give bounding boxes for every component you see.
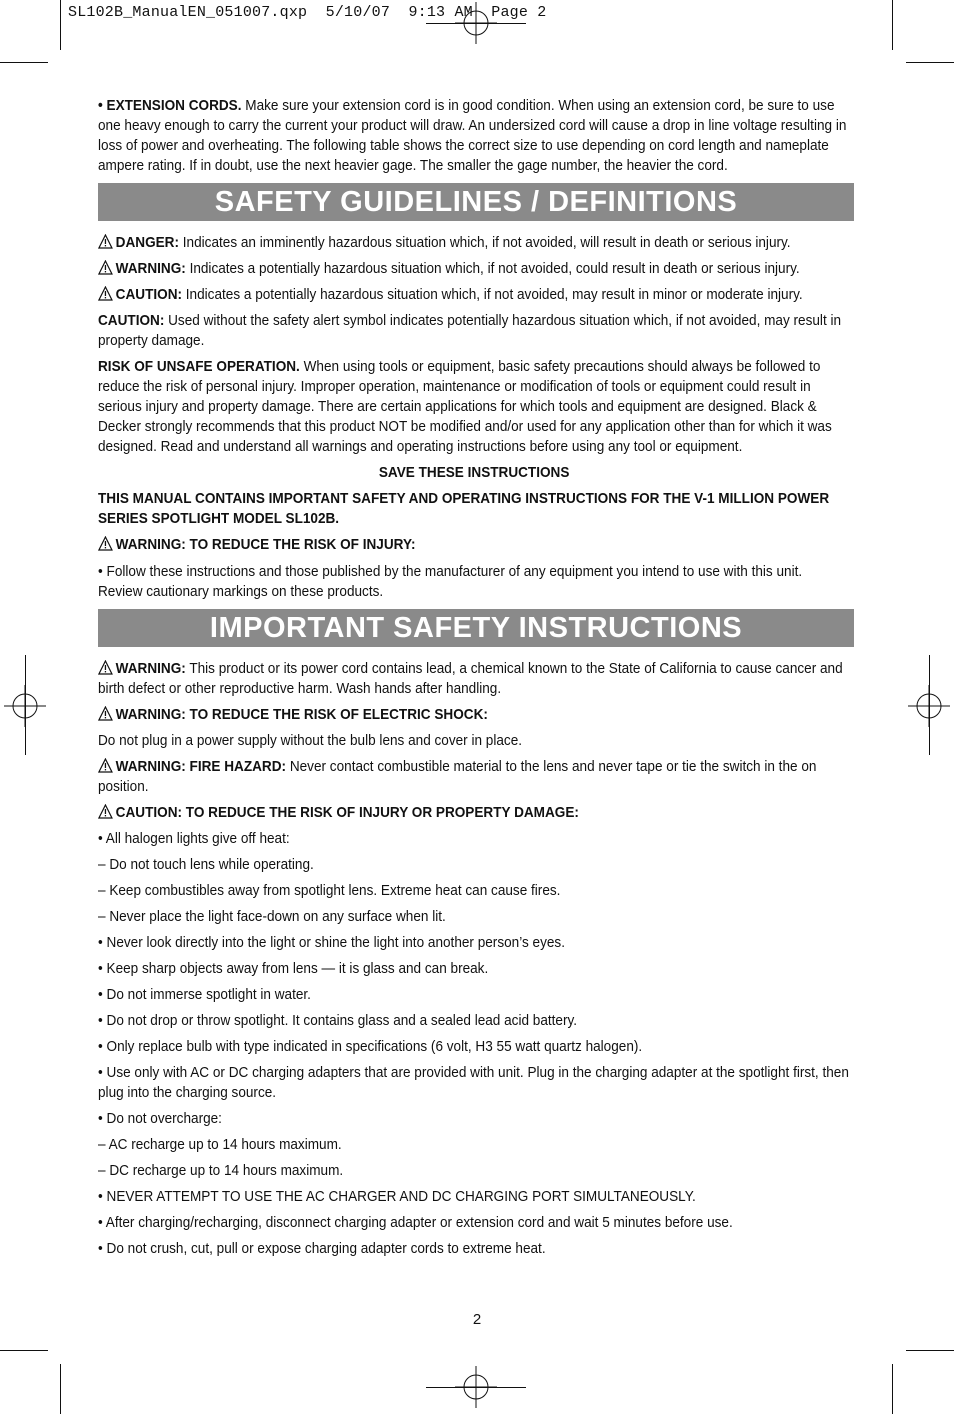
slug-line: SL102B_ManualEN_051007.qxp 5/10/07 9:13 AM Page 2 [68, 4, 547, 21]
risk-of-unsafe-operation [98, 357, 850, 457]
warning-triangle-icon [98, 804, 113, 819]
danger-text: Indicates an imminently hazardous situation which, if not avoided, will result in death or serious injury. [179, 235, 791, 251]
crop-mark [60, 1364, 61, 1414]
warning-triangle-icon [98, 706, 113, 721]
warning-triangle-icon [98, 758, 113, 773]
caution2-label: CAUTION: [98, 313, 165, 329]
list-item: • Do not drop or throw spotlight. It contains glass and a sealed lead acid battery. [98, 1013, 578, 1029]
registration-bar [426, 23, 526, 24]
risk-label: RISK OF UNSAFE OPERATION. [98, 359, 300, 375]
lead-warning-label: WARNING: [115, 661, 186, 677]
page-content [98, 96, 854, 1259]
danger-label: DANGER: [115, 235, 180, 251]
save-instructions [98, 463, 850, 483]
extension-cords-text: Make sure your extension cord is in good condition. When using an extension cord, be sure to use one heavy enough to carry the current your product will draw. An undersized cord will cause a drop in line voltage resulting in loss of power and overheating. The following table shows the correct size to use depending on cord length and nameplate ampere rating. If in doubt, use the next heavier gage. The smaller the gage number, the heavier the cord. [98, 98, 847, 174]
caution2-text: Used without the safety alert symbol indicates potentially hazardous situation which, if not avoided, may result in property damage. [98, 313, 842, 349]
list-item: • NEVER ATTEMPT TO USE THE AC CHARGER AND DC CHARGING PORT SIMULTANEOUSLY. [98, 1189, 696, 1205]
fire-hazard-label: WARNING: FIRE HAZARD: [115, 759, 287, 775]
extension-cords-label: • EXTENSION CORDS. [98, 98, 242, 114]
warning-triangle-icon [98, 536, 113, 551]
crop-mark [906, 62, 954, 63]
warning-text: Indicates a potentially hazardous situation which, if not avoided, could result in death or serious injury. [185, 261, 800, 277]
shock-heading-text: WARNING: TO REDUCE THE RISK OF ELECTRIC SHOCK: [115, 707, 488, 723]
crop-mark [892, 0, 893, 50]
warning-definition [98, 259, 850, 279]
list-item: • Do not overcharge: [98, 1111, 222, 1127]
list-item: • Keep sharp objects away from lens — it is glass and can break. [98, 961, 489, 977]
registration-bar [426, 1387, 526, 1388]
list-item: • Only replace bulb with type indicated in specifications (6 volt, H3 55 watt quartz halogen). [98, 1039, 643, 1055]
list-item: • All halogen lights give off heat: [98, 831, 290, 847]
injury-heading-text: WARNING: TO REDUCE THE RISK OF INJURY: [115, 537, 416, 553]
warning-label: WARNING: [115, 261, 186, 277]
fire-hazard-warning [98, 757, 850, 797]
lead-warning [98, 659, 850, 699]
warning-triangle-icon [98, 660, 113, 675]
list-item: • Use only with AC or DC charging adapters that are provided with unit. Plug in the charging adapter at the spotlight first, then plug into the charging source. [98, 1065, 849, 1101]
list-item: • Do not immerse spotlight in water. [98, 987, 311, 1003]
fire-hazard-text: Never contact combustible material to the lens and never tape or tie the switch in the on position. [98, 759, 817, 795]
registration-bar [25, 655, 26, 755]
list-item: – AC recharge up to 14 hours maximum. [98, 1137, 342, 1153]
caution-property-heading-text: CAUTION: TO REDUCE THE RISK OF INJURY OR PROPERTY DAMAGE: [115, 805, 579, 821]
important-safety-banner: IMPORTANT SAFETY INSTRUCTIONS [98, 609, 854, 647]
crop-mark [906, 1350, 954, 1351]
caution-no-symbol-definition [98, 311, 850, 351]
list-item: • Do not crush, cut, pull or expose charging adapter cords to extreme heat. [98, 1241, 546, 1257]
caution-property-heading [98, 803, 850, 823]
warning-triangle-icon [98, 286, 113, 301]
follow-instructions: • Follow these instructions and those published by the manufacturer of any equipment you intend to use with this unit. Review cautionary markings on these products. [98, 564, 803, 600]
warning-triangle-icon [98, 260, 113, 275]
manual-notice [98, 489, 850, 529]
caution-label: CAUTION: [115, 287, 183, 303]
list-item: • After charging/recharging, disconnect charging adapter or extension cord and wait 5 minutes before use. [98, 1215, 733, 1231]
crop-mark [60, 0, 61, 50]
list-item: • Never look directly into the light or shine the light into another person’s eyes. [98, 935, 565, 951]
list-item: – Do not touch lens while operating. [98, 857, 314, 873]
caution-definition [98, 285, 850, 305]
save-instructions-text: SAVE THESE INSTRUCTIONS [378, 465, 570, 481]
warning-triangle-icon [98, 234, 113, 249]
injury-warning-heading [98, 535, 850, 555]
shock-warning-text: Do not plug in a power supply without the bulb lens and cover in place. [98, 733, 523, 749]
page-number: 2 [472, 1311, 482, 1328]
risk-text: When using tools or equipment, basic safety precautions should always be followed to reduce the risk of personal injury. Improper operation, maintenance or modification of tools or equipment could result in serious injury and property damage. There are certain applications for which tools and equipment are designed. Black & Decker strongly recommends that this product NOT be modified and/or used for any application other than for which it was designed. Read and understand all warnings and operating instructions before using any tool or equipment. [98, 359, 832, 455]
danger-definition [98, 233, 850, 253]
list-item: – Keep combustibles away from spotlight lens. Extreme heat can cause fires. [98, 883, 561, 899]
crop-mark [0, 62, 48, 63]
crop-mark [0, 1350, 48, 1351]
list-item: – Never place the light face-down on any surface when lit. [98, 909, 446, 925]
instruction-list [98, 829, 854, 1259]
lead-warning-text: This product or its power cord contains lead, a chemical known to the State of California to cause cancer and birth defect or other reproductive harm. Wash hands after handling. [98, 661, 843, 697]
crop-mark [892, 1364, 893, 1414]
caution-text: Indicates a potentially hazardous situation which, if not avoided, may result in minor or moderate injury. [182, 287, 803, 303]
list-item: – DC recharge up to 14 hours maximum. [98, 1163, 344, 1179]
manual-notice-text: THIS MANUAL CONTAINS IMPORTANT SAFETY AND OPERATING INSTRUCTIONS FOR THE V-1 MILLION POWER SERIES SPOTLIGHT MODEL SL102B. [98, 491, 830, 527]
safety-guidelines-banner: SAFETY GUIDELINES / DEFINITIONS [98, 183, 854, 221]
registration-bar [929, 655, 930, 755]
extension-cords-paragraph [98, 96, 850, 176]
shock-warning-heading [98, 705, 850, 725]
